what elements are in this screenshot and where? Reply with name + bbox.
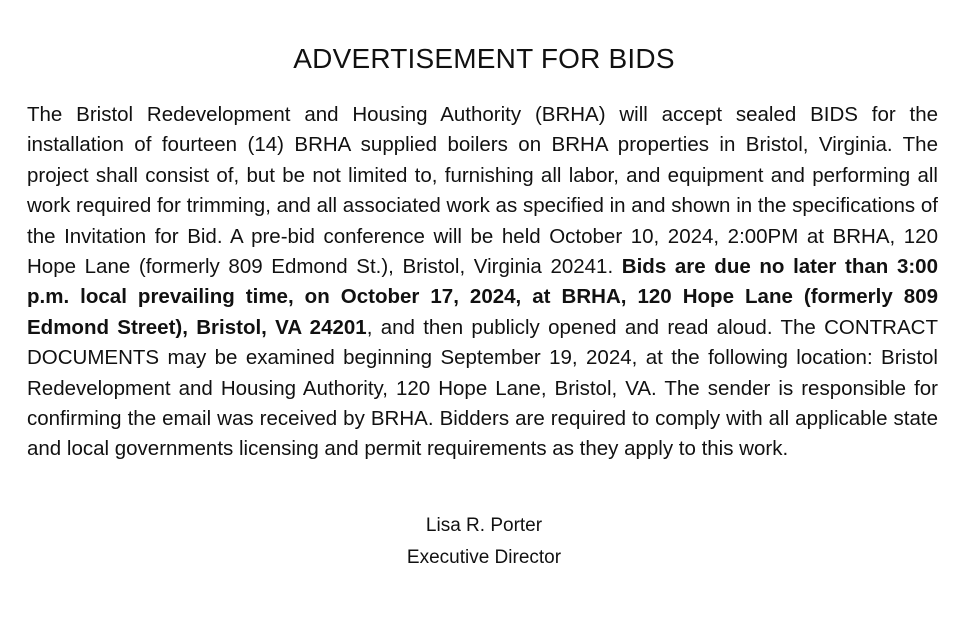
document-title: ADVERTISEMENT FOR BIDS [293, 43, 675, 74]
body-text-intro: The Bristol Redevelopment and Housing Authority (BRHA) will accept sealed BIDS for the installation of fourteen (14) BRHA supplied boilers on BRHA properties in Bristol, Virginia. The project shall consist of, but be not limited to, furnishing all labor, and equipment and performing all work required for trimming, and all associated work as specified in and shown in the specifications of the Invitation for Bid. A pre-bid conference will be held October 10, 2024, 2:00PM at BRHA, 120 Hope Lane (formerly 809 Edmond St.), Bristol, Virginia 20241. [27, 103, 938, 279]
bid-deadline-text: Bids are due no later than 3:00 p.m. local prevailing time, on October 17, 2024, at BRHA, 120 Hope Lane (formerly 809 Edmond Street), Bristol, VA 24201 [27, 255, 938, 339]
signatory-name: Lisa R. Porter [425, 515, 543, 536]
body-text-closing: , and then publicly opened and read aloud. The CONTRACT DOCUMENTS may be examined beginning September 19, 2024, at the following location: Bristol Redevelopment and Housing Authority, 120 Hope Lane, Bristol, VA. The sender is responsible for confirming the email was received by BRHA. Bidders are required to comply with all applicable state and local governments licensing and permit requirements as they apply to this work. [27, 315, 938, 461]
signatory-title: Executive Director [406, 547, 562, 568]
body-paragraph [27, 100, 938, 465]
